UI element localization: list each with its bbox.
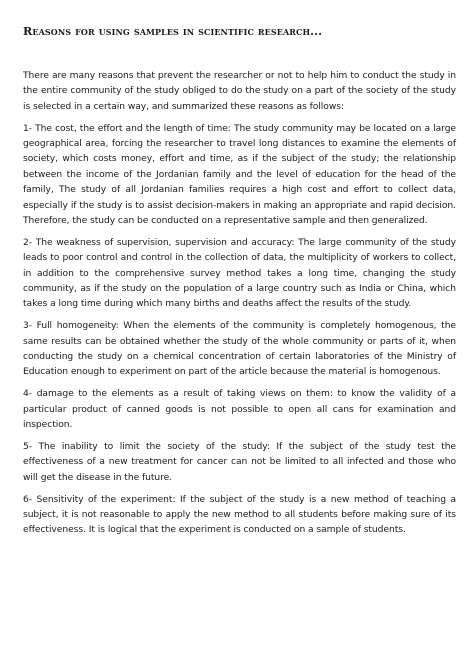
reason-sensitivity-paragraph: 6- Sensitivity of the experiment: If the subject of the study is a new method of teaching a subject, it is not reasonable to apply the new method to all students before making sure of its effectiveness. It is logical that the experiment is conducted on a sample of students.	[23, 494, 456, 536]
reason-inability-paragraph: 5- The inability to limit the society of the study: If the subject of the study test the effectiveness of a new treatment for cancer can not be limited to all infected and those who will get the disease in the future.	[23, 441, 456, 483]
intro-paragraph: There are many reasons that prevent the researcher or not to help him to conduct the study in the entire community of the study obliged to do the study on a part of the society of the study is selected in a certain way, and summarized these reasons as follows:	[23, 71, 456, 112]
reason-damage-paragraph: 4- damage to the elements as a result of taking views on them: to know the validity of a particular product of canned goods is not possible to open all cans for examination and inspection.	[23, 389, 456, 431]
reason-homogeneity-paragraph: 3- Full homogeneity: When the elements of the community is completely homogenous, the same results can be obtained whether the study of the whole community or parts of it, when conducting the study on a chemical concentration of certain laboratories of the Ministry of Education enough to experiment on part of the article because the material is homogenous.	[23, 321, 456, 378]
reason-supervision-paragraph: 2- The weakness of supervision, supervision and accuracy: The large community of the study leads to poor control and control in the collection of data, the multiplicity of workers to collect, in addition to the comprehensive survey method takes a long time, changing the study community, as if the study on the population of a large country such as India or China, which takes a long time during which many births and deaths affect the results of the study.	[23, 237, 456, 310]
reason-cost-paragraph: 1- The cost, the effort and the length of time: The study community may be located on a large geographical area, forcing the researcher to travel long distances to examine the elements of society, which costs money, effort and time, as if the subject of the study; the relationship between the income of the Jordanian family and the level of education for the head of the family, The study of all Jordanian families requires a high cost and effort to collect data, especially if the study is to assist decision-makers in making an appropriate and rapid decision. Therefore, the study can be conducted on a representative sample and then generalized.	[23, 123, 456, 227]
page-title: Reasons for using samples in scientific research...	[23, 24, 323, 38]
